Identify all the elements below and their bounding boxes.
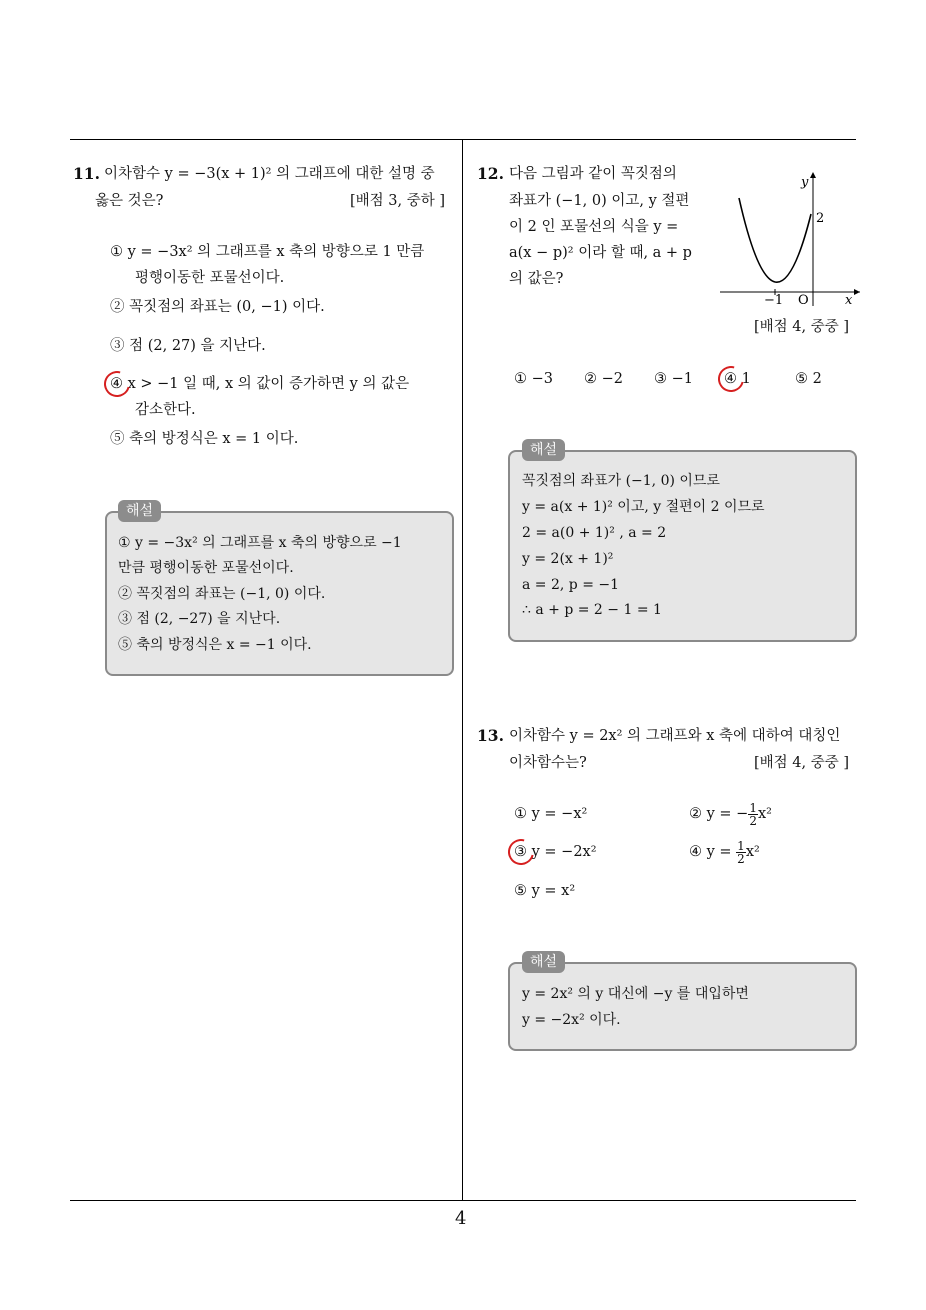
q13-option-2-denominator: 2 (749, 813, 757, 828)
q13-option-5[interactable]: ⑤ y = x² (514, 883, 576, 899)
q12-x-tick-label: −1 (764, 293, 784, 308)
column-divider (462, 139, 463, 1201)
q12-parabola-graph (715, 168, 865, 308)
q12-x-label: x (845, 293, 853, 308)
q12-solution-line1: 꼭짓점의 좌표가 (−1, 0) 이므로 (522, 473, 720, 489)
q11-text-line1: 이차함수 y = −3(x + 1)² 의 그래프에 대한 설명 중 (104, 166, 435, 182)
q13-solution-tag: 해설 (522, 951, 565, 973)
q11-answer-mark (99, 366, 135, 402)
bottom-rule (70, 1200, 856, 1201)
q13-option-4-numerator: 1 (737, 838, 745, 853)
q12-y-tick-label: 2 (816, 211, 825, 226)
q11-solution-tag: 해설 (118, 500, 161, 522)
q11-solution-line1: ① y = −3x² 의 그래프를 x 축의 방향으로 −1 (118, 535, 402, 551)
q12-y-label: y (801, 175, 809, 190)
q11-option-4[interactable]: ④ x > −1 일 때, x 의 값이 증가하면 y 의 값은 (110, 376, 410, 392)
top-rule (70, 139, 856, 140)
q12-solution-line4: y = 2(x + 1)² (522, 551, 614, 567)
q11-option-1-cont: 평행이동한 포물선이다. (135, 270, 285, 286)
q11-option-5[interactable]: ⑤ 축의 방정식은 x = 1 이다. (110, 431, 299, 447)
q13-option-2-tail: x² (757, 806, 772, 822)
q12-solution-line3: 2 = a(0 + 1)² , a = 2 (522, 525, 667, 541)
q11-option-3[interactable]: ③ 점 (2, 27) 을 지난다. (110, 338, 266, 354)
q13-number: 13. (477, 726, 504, 745)
q11-score: [배점 3, 중하 ] (350, 193, 446, 209)
q12-option-5[interactable]: ⑤ 2 (795, 371, 822, 387)
q12-solution-line2: y = a(x + 1)² 이고, y 절편이 2 이므로 (522, 499, 765, 515)
q11-number: 11. (73, 164, 100, 183)
q13-option-3[interactable]: ③ y = −2x² (514, 844, 597, 860)
q13-text-line2: 이차함수는? (509, 755, 587, 771)
q13-solution-line2: y = −2x² 이다. (522, 1012, 621, 1028)
q13-option-4-tail: x² (745, 844, 760, 860)
q12-option-4[interactable]: ④ 1 (724, 371, 751, 387)
q12-score: [배점 4, 중중 ] (754, 319, 850, 335)
q13-option-4-fraction (736, 840, 746, 865)
q12-text-line3: 이 2 인 포물선의 식을 y = (509, 219, 679, 235)
q12-text-line1: 다음 그림과 같이 꼭짓점의 (509, 166, 677, 182)
q13-option-4-prefix: ④ y = (689, 844, 737, 860)
q11-option-4-cont: 감소한다. (135, 402, 196, 418)
q13-option-2-numerator: 1 (749, 800, 757, 815)
q13-option-2[interactable] (689, 797, 772, 831)
q13-option-4-denominator: 2 (737, 851, 745, 866)
q13-option-2-prefix: ② y = − (689, 806, 749, 822)
q12-origin-label: O (798, 293, 809, 308)
q13-option-4[interactable] (689, 835, 760, 869)
q13-option-2-fraction (748, 802, 758, 827)
q11-solution-line4: ③ 점 (2, −27) 을 지난다. (118, 611, 281, 627)
q11-option-2[interactable]: ② 꼭짓점의 좌표는 (0, −1) 이다. (110, 299, 325, 315)
page-number: 4 (455, 1208, 467, 1229)
q12-option-1[interactable]: ① −3 (514, 371, 553, 387)
q12-text-line2: 좌표가 (−1, 0) 이고, y 절편 (509, 193, 690, 209)
q13-text-line1: 이차함수 y = 2x² 의 그래프와 x 축에 대하여 대칭인 (509, 728, 841, 744)
q12-text-line4: a(x − p)² 이라 할 때, a + p (509, 245, 692, 261)
q12-solution-tag: 해설 (522, 439, 565, 461)
q12-y-axis-arrow (810, 172, 816, 178)
q11-solution-line5: ⑤ 축의 방정식은 x = −1 이다. (118, 637, 312, 653)
q11-text-line2: 옳은 것은? (95, 193, 164, 209)
q13-score: [배점 4, 중중 ] (754, 755, 850, 771)
q12-option-3[interactable]: ③ −1 (654, 371, 693, 387)
q12-parabola-curve (739, 198, 811, 282)
q12-number: 12. (477, 164, 504, 183)
q13-answer-mark (503, 834, 539, 870)
q12-x-axis-arrow (854, 289, 860, 295)
q13-solution-box (508, 962, 857, 1051)
q12-solution-line5: a = 2, p = −1 (522, 577, 620, 593)
q12-option-2[interactable]: ② −2 (584, 371, 623, 387)
q13-option-1[interactable]: ① y = −x² (514, 806, 588, 822)
q11-option-1[interactable]: ① y = −3x² 의 그래프를 x 축의 방향으로 1 만큼 (110, 244, 425, 260)
q13-solution-line1: y = 2x² 의 y 대신에 −y 를 대입하면 (522, 986, 749, 1002)
q11-solution-line2: 만큼 평행이동한 포물선이다. (118, 560, 294, 576)
q12-answer-mark (713, 361, 749, 397)
q12-text-line5: 의 값은? (509, 271, 564, 287)
q12-solution-line6: ∴ a + p = 2 − 1 = 1 (522, 602, 662, 618)
q11-solution-line3: ② 꼭짓점의 좌표는 (−1, 0) 이다. (118, 586, 326, 602)
